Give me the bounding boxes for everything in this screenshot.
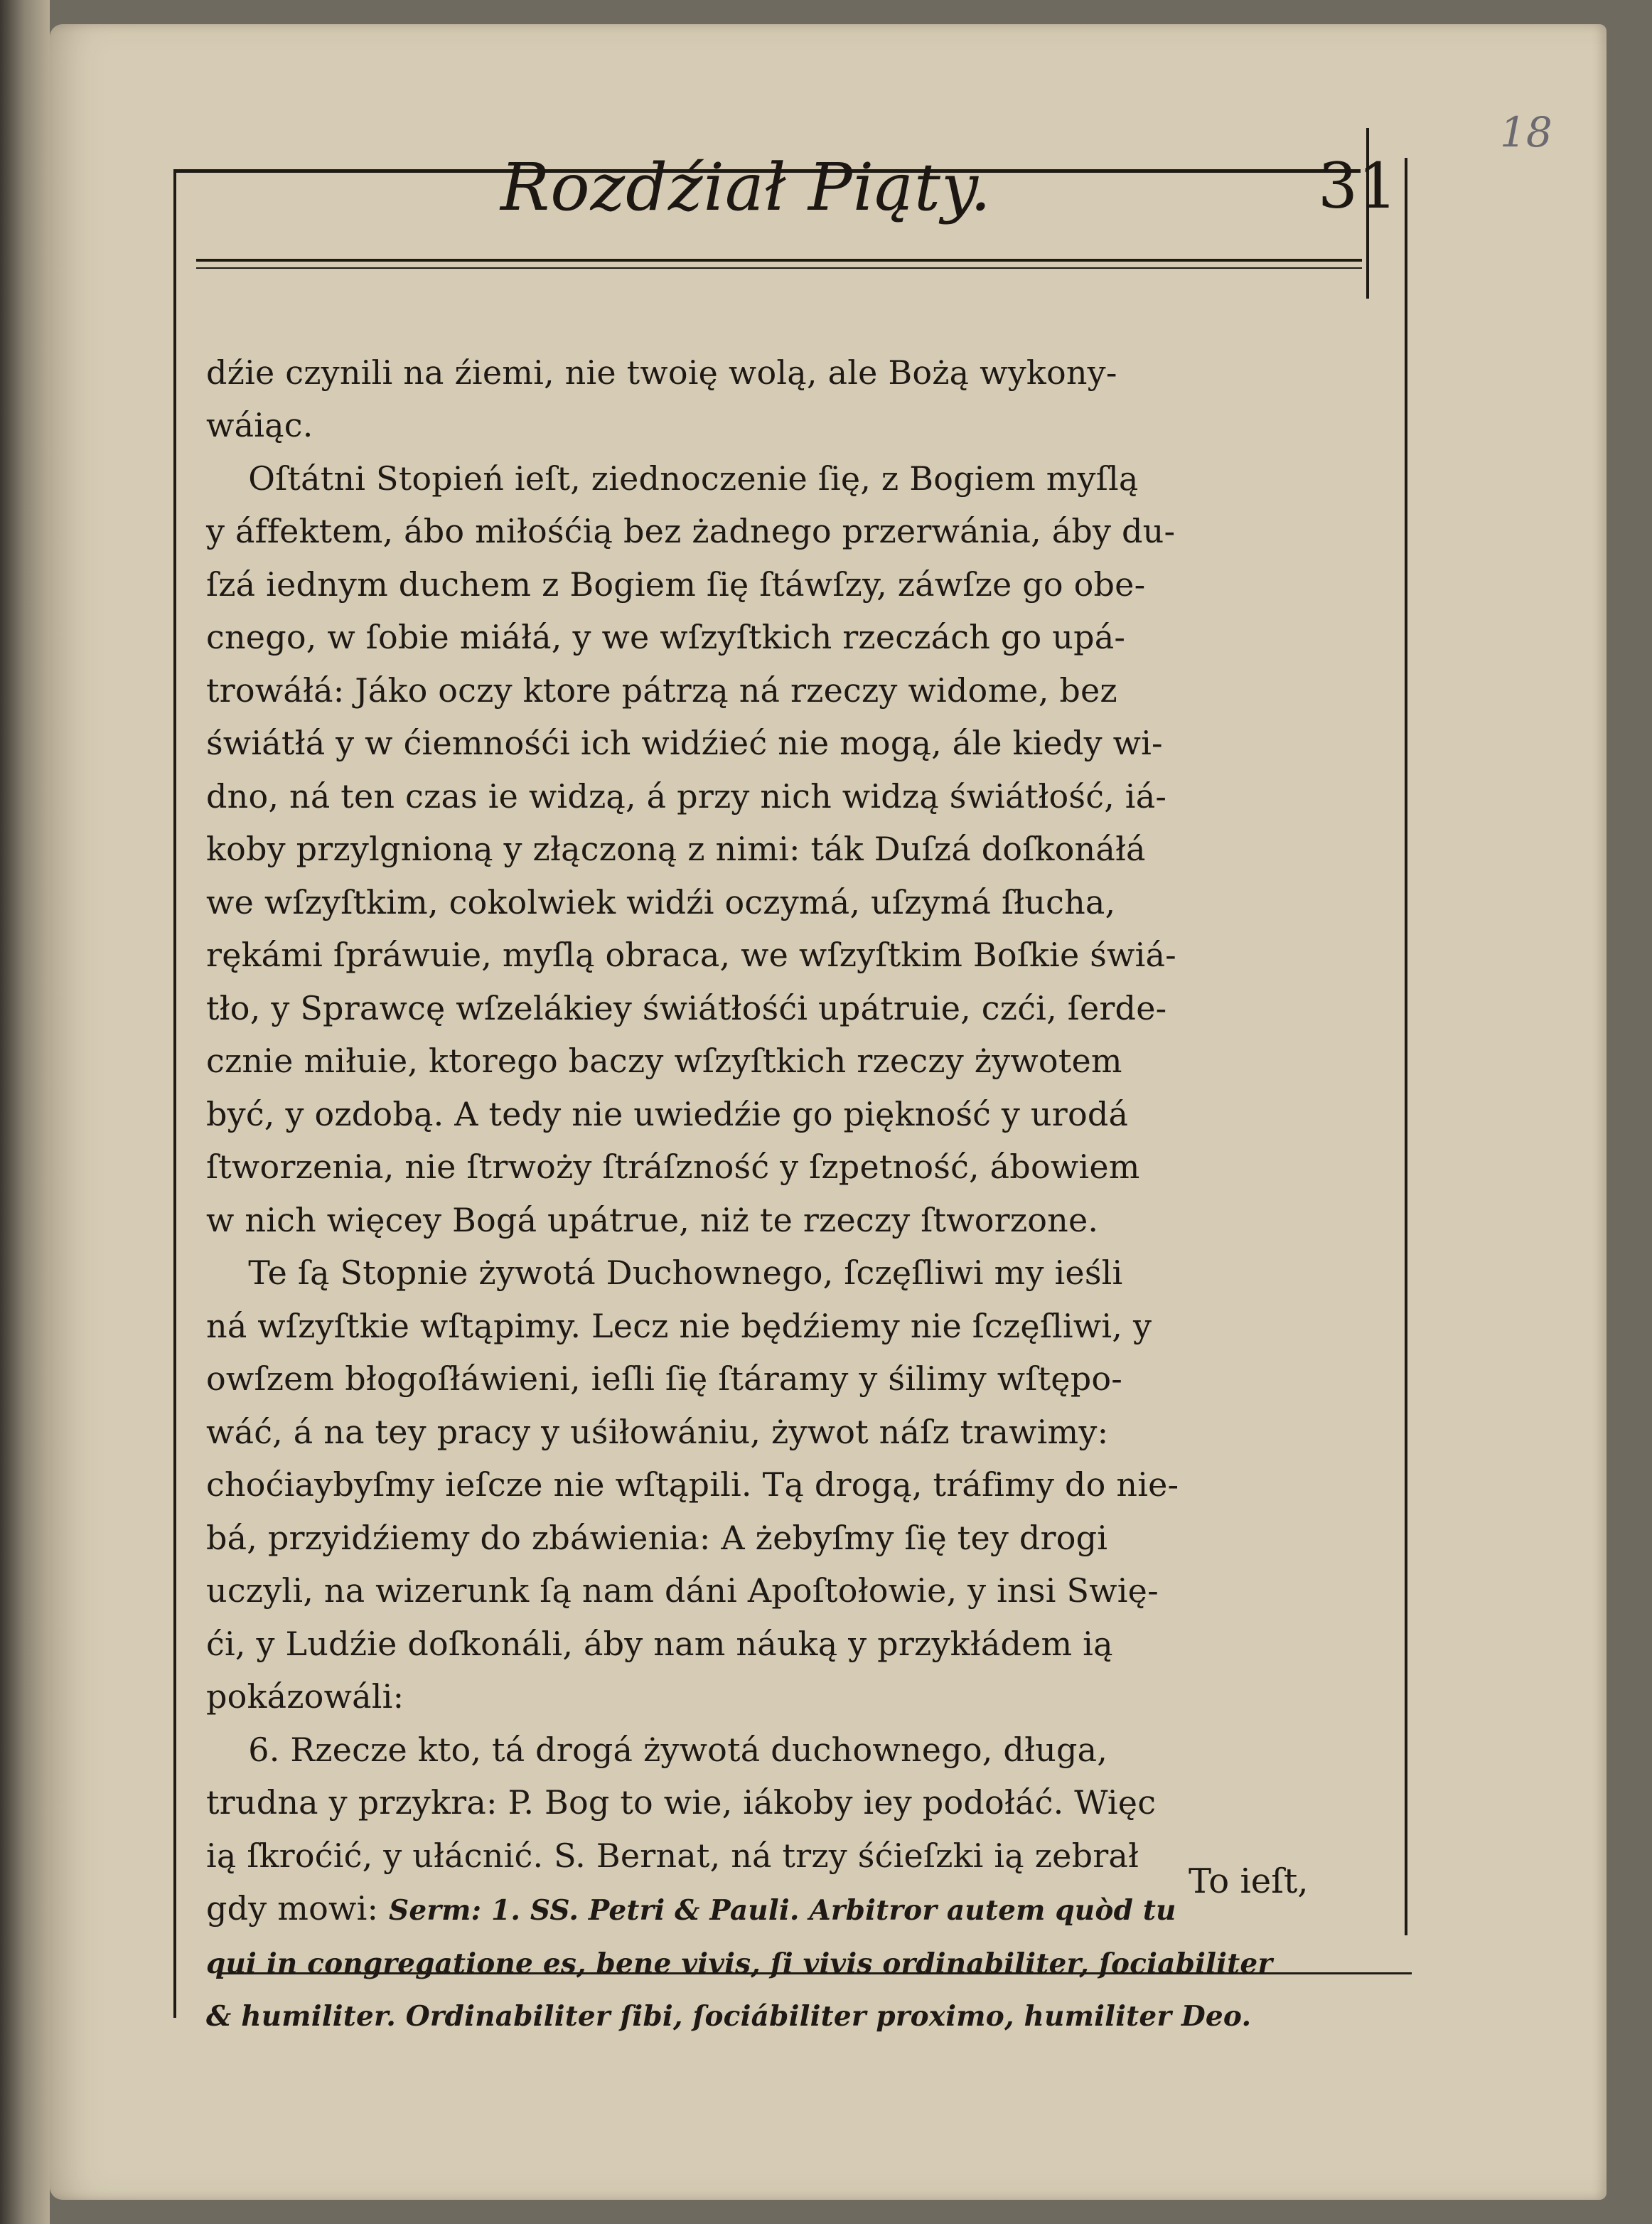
text-line: ná wſzyſtkie wſtąpimy. Lecz nie będźiemy nie ſczęſliwi, y [206, 1306, 1152, 1345]
text-line: Te ſą Stopnie żywotá Duchownego, ſczęſliwi my ieśli [206, 1253, 1123, 1292]
text-line: uczyli, na wizerunk ſą nam dáni Apoſtołowie, y insi Swię- [206, 1571, 1159, 1610]
text-line: wáiąc. [206, 406, 313, 444]
text-line: owſzem błogoſłáwieni, ieſli ſię ſtáramy y śilimy wſtępo- [206, 1359, 1122, 1398]
text-line: 6. Rzecze kto, tá drogá żywotá duchownego, długa, [206, 1730, 1108, 1769]
latin-line: & humiliter. Ordinabiliter ſibi, ſociábiliter proximo, humiliter Deo. [206, 2000, 1252, 2033]
page-number: 31 [1318, 149, 1398, 223]
latin-citation: Serm: 1. SS. Petri & Pauli. Arbitror autem quòd tu [389, 1894, 1176, 1927]
frame-rule-right [1405, 158, 1407, 1935]
text-line: we wſzyſtkim, cokolwiek widźi oczymá, uſzymá ſłucha, [206, 882, 1116, 921]
text-line: ći, y Ludźie doſkonáli, áby nam náuką y przykłádem ią [206, 1624, 1113, 1663]
text-line: ſtworzenia, nie ſtrwoży ſtráſzność y ſzpetność, ábowiem [206, 1148, 1140, 1186]
text-line: bá, przyidźiemy do zbáwienia: A żebyſmy ſię tey drogi [206, 1518, 1108, 1557]
text-frame [173, 128, 1410, 2062]
text-line: być, y ozdobą. A tedy nie uwiedźie go piękność y urodá [206, 1094, 1129, 1133]
text-line: pokázowáli: [206, 1677, 404, 1716]
text-line: dno, ná ten czas ie widzą, á przy nich widzą świátłość, iá- [206, 776, 1167, 816]
header-rule-bottom [196, 259, 1362, 262]
book-spine [0, 0, 50, 2224]
text-line: świátłá y w ćiemnośći ich widźieć nie mogą, ále kiedy wi- [206, 724, 1163, 762]
text-line: choćiaybyſmy ieſcze nie wſtąpili. Tą drogą, tráfimy do nie- [206, 1465, 1179, 1504]
text-line: tło, y Sprawcę wſzelákiey świátłośći upátruie, czći, ſerde- [206, 988, 1167, 1027]
latin-line: qui in congregatione es, bene vivis, ſi vivis ordinabiliter, ſociabiliter [206, 1947, 1273, 1980]
text-line: ią ſkroćić, y ułácnić. S. Bernat, ná trzy śćieſzki ią zebrał [206, 1836, 1139, 1875]
text-line: cznie miłuie, ktorego baczy wſzyſtkich rzeczy żywotem [206, 1042, 1122, 1080]
text-line: koby przylgnioną y złączoną z nimi: ták Duſzá doſkonáłá [206, 830, 1146, 868]
catchword: To ieſt, [1189, 1861, 1309, 1901]
text-line: ſzá iednym duchem z Bogiem ſię ſtáwſzy, záwſze go obe- [206, 565, 1146, 604]
text-line: y áffektem, ábo miłośćią bez żadnego przerwánia, áby du- [206, 512, 1176, 550]
text-line: trudna y przykra: P. Bog to wie, iákoby iey podołáć. Więc [206, 1783, 1157, 1822]
text-line: cnego, w ſobie miáłá, y we wſzyſtkich rzeczách go upá- [206, 618, 1126, 656]
text-line: dźie czynili na źiemi, nie twoię wolą, ale Bożą wykony- [206, 353, 1117, 392]
header-rule-bottom-thin [196, 267, 1362, 269]
frame-rule-left [173, 169, 176, 2018]
text-line: wáć, á na tey pracy y uśiłowániu, żywot náſz trawimy: [206, 1412, 1109, 1451]
text-line: w nich więcey Bogá upátrue, niż te rzeczy ſtworzone. [206, 1200, 1099, 1239]
text-line: gdy mowi: [206, 1889, 390, 1928]
folio-note: 18 [1500, 108, 1552, 156]
text-line: rękámi ſpráwuie, myſlą obraca, we wſzyſtkim Boſkie świá- [206, 936, 1176, 974]
chapter-title: Rozdźiał Piąty. [500, 149, 992, 225]
text-line: trowáłá: Jáko oczy ktore pátrzą ná rzeczy widome, bez [206, 670, 1117, 710]
text-line: Oſtátni Stopień ieſt, ziednoczenie ſię, z Bogiem myſlą [206, 459, 1139, 498]
